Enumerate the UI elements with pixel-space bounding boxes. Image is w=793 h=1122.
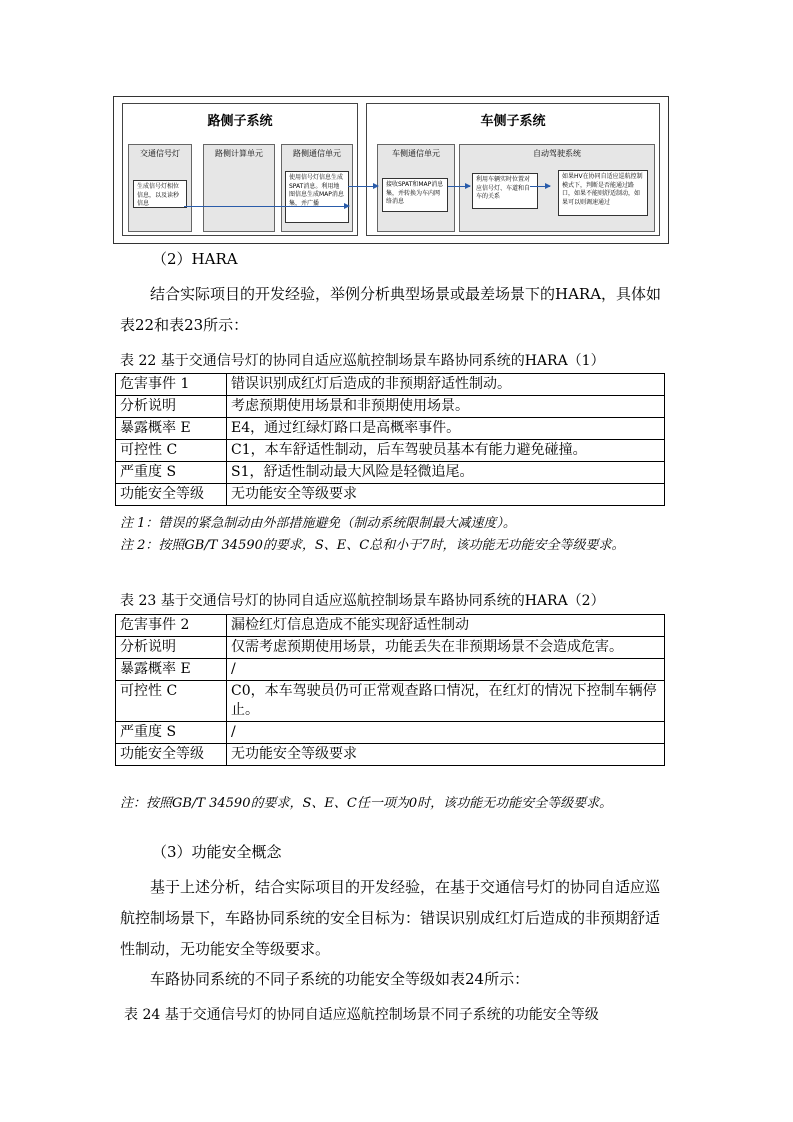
autodrive-textbox-1: 利用车辆实时位置对应信号灯、车道和自车的关系 bbox=[472, 173, 538, 209]
table-row bbox=[116, 440, 665, 462]
table24-caption: 表 24 基于交通信号灯的协同自适应巡航控制场景不同子系统的功能安全等级 bbox=[124, 1007, 599, 1023]
table22-caption: 表 22 基于交通信号灯的协同自适应巡航控制场景车路协同系统的HARA（1） bbox=[120, 353, 605, 369]
table23 bbox=[115, 614, 665, 766]
table-row bbox=[116, 722, 665, 744]
table-cell-value: 仅需考虑预期使用场景，功能丢失在非预期场景不会造成危害。 bbox=[227, 637, 665, 659]
arrow-autodrive-internal bbox=[530, 186, 550, 187]
traffic-light-textbox: 生成信号灯相位信息，以及读秒信息 bbox=[133, 180, 187, 208]
table-row bbox=[116, 396, 665, 418]
roadside-comm-unit bbox=[281, 144, 353, 232]
table-cell-key: 分析说明 bbox=[116, 396, 227, 418]
table-cell-key: 暴露概率 E bbox=[116, 418, 227, 440]
table-cell-value: 考虑预期使用场景和非预期使用场景。 bbox=[227, 396, 665, 418]
hara-heading: （2）HARA bbox=[152, 250, 238, 268]
table-cell-value: E4，通过红绿灯路口是高概率事件。 bbox=[227, 418, 665, 440]
roadside-compute-unit bbox=[203, 144, 275, 232]
table-cell-value: 漏检红灯信息造成不能实现舒适性制动 bbox=[227, 615, 665, 637]
table-row bbox=[116, 744, 665, 766]
table-cell-key: 功能安全等级 bbox=[116, 484, 227, 506]
table-row bbox=[116, 681, 665, 722]
table-cell-value: / bbox=[227, 722, 665, 744]
table22 bbox=[115, 373, 665, 506]
roadside-compute-label: 路侧计算单元 bbox=[215, 149, 263, 158]
vehicle-subsystem-group bbox=[366, 103, 660, 236]
table22-note2: 注 2：按照GB/T 34590的要求，S、E、C总和小于7时，该功能无功能安全等级要求。 bbox=[120, 538, 625, 553]
concept-heading: （3）功能安全概念 bbox=[152, 843, 282, 861]
system-architecture-diagram bbox=[113, 96, 669, 244]
table-row bbox=[116, 659, 665, 681]
table-row bbox=[116, 637, 665, 659]
autodrive-unit bbox=[459, 144, 655, 232]
table-cell-value: C0，本车驾驶员仍可正常观查路口情况，在红灯的情况下控制车辆停止。 bbox=[227, 681, 665, 722]
vehicle-comm-label: 车侧通信单元 bbox=[392, 149, 440, 158]
table-cell-value: 错误识别成红灯后造成的非预期舒适性制动。 bbox=[227, 374, 665, 396]
table-row bbox=[116, 484, 665, 506]
table-cell-key: 可控性 C bbox=[116, 440, 227, 462]
arrow-trafficlight-to-comm bbox=[184, 206, 349, 207]
roadside-comm-textbox: 使用信号灯信息生成SPAT消息。利用地图信息生成MAP消息集，并广播 bbox=[285, 171, 349, 223]
table-cell-value: 无功能安全等级要求 bbox=[227, 484, 665, 506]
autodrive-textbox-2: 如果HV在协同自适应巡航控制模式下，判断是否能通过路口，如果不能则舒适制动，如果可以则调速通过 bbox=[558, 170, 648, 216]
roadside-subsystem-title: 路侧子系统 bbox=[207, 114, 273, 129]
roadside-subsystem-group bbox=[122, 103, 358, 236]
table-cell-value: / bbox=[227, 659, 665, 681]
table-cell-key: 危害事件 1 bbox=[116, 374, 227, 396]
table-cell-value: C1，本车舒适性制动，后车驾驶员基本有能力避免碰撞。 bbox=[227, 440, 665, 462]
table-row bbox=[116, 374, 665, 396]
table-cell-value: S1，舒适性制动最大风险是轻微追尾。 bbox=[227, 462, 665, 484]
table-cell-key: 可控性 C bbox=[116, 681, 227, 722]
concept-paragraph-2: 车路协同系统的不同子系统的功能安全等级如表24所示： bbox=[150, 970, 530, 988]
table23-caption: 表 23 基于交通信号灯的协同自适应巡航控制场景车路协同系统的HARA（2） bbox=[120, 593, 605, 609]
roadside-comm-label: 路侧通信单元 bbox=[293, 149, 341, 158]
table-row bbox=[116, 462, 665, 484]
autodrive-label: 自动驾驶系统 bbox=[533, 149, 581, 158]
table-cell-key: 分析说明 bbox=[116, 637, 227, 659]
table22-note1: 注 1：错误的紧急制动由外部措施避免（制动系统限制最大减速度）。 bbox=[120, 516, 516, 531]
table-cell-key: 危害事件 2 bbox=[116, 615, 227, 637]
vehicle-comm-unit bbox=[377, 144, 455, 232]
table-cell-value: 无功能安全等级要求 bbox=[227, 744, 665, 766]
table-cell-key: 严重度 S bbox=[116, 462, 227, 484]
table-cell-key: 严重度 S bbox=[116, 722, 227, 744]
table-cell-key: 功能安全等级 bbox=[116, 744, 227, 766]
vehicle-subsystem-title: 车侧子系统 bbox=[480, 114, 546, 129]
table23-note: 注：按照GB/T 34590的要求，S、E、C任一项为0时，该功能无功能安全等级要求。 bbox=[120, 796, 613, 811]
hara-intro: 结合实际项目的开发经验，举例分析典型场景或最差场景下的HARA，具体如表22和表23所示： bbox=[120, 285, 662, 334]
arrow-roadside-to-vehicle bbox=[348, 186, 378, 187]
vehicle-comm-textbox: 接收SPAT和MAP消息集，并转换为车内网络消息 bbox=[382, 178, 448, 212]
traffic-light-unit bbox=[128, 144, 192, 232]
concept-paragraph: 基于上述分析，结合实际项目的开发经验，在基于交通信号灯的协同自适应巡航控制场景下，车路协同系统的安全目标为：错误识别成红灯后造成的非预期舒适性制动，无功能安全等级要求。 bbox=[120, 878, 661, 958]
table-row bbox=[116, 418, 665, 440]
arrow-vehicle-comm-to-autodrive bbox=[448, 186, 470, 187]
table-row bbox=[116, 615, 665, 637]
table-cell-key: 暴露概率 E bbox=[116, 659, 227, 681]
traffic-light-label: 交通信号灯 bbox=[140, 149, 180, 158]
